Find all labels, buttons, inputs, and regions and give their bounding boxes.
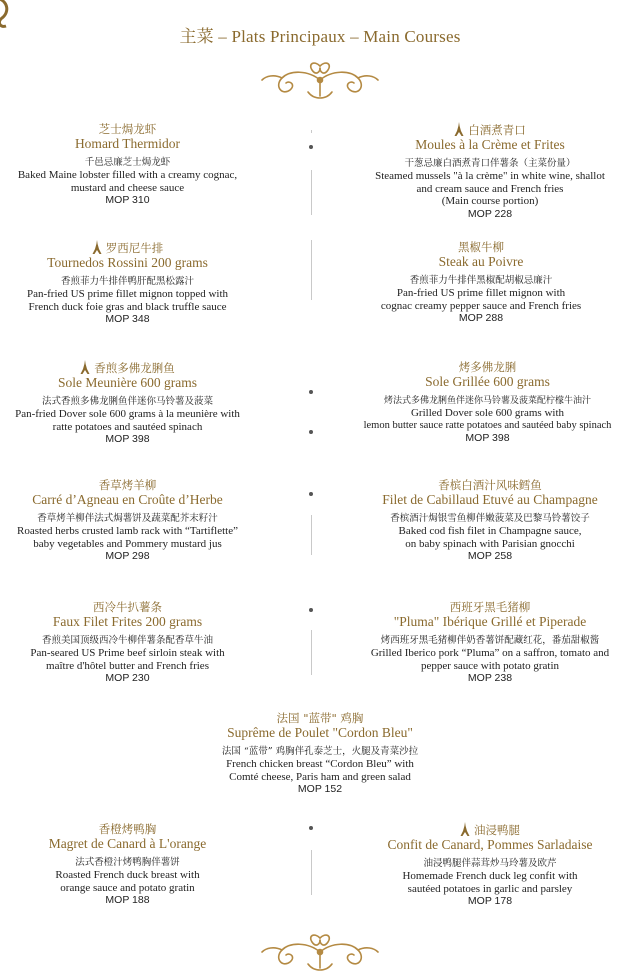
dish-english-description-line: French chicken breast “Cordon Bleu” with xyxy=(226,758,414,770)
dish-chinese-description: 香煎菲力牛排伴鸭肝配黑松露汁 xyxy=(60,276,194,287)
dish-english-description-line: cognac creamy pepper sauce and French fries xyxy=(380,299,582,312)
eiffel-tower-icon xyxy=(454,122,464,136)
dish-price: MOP 288 xyxy=(458,312,504,324)
dish-chinese-description: 千邑忌廉芝士焗龙虾 xyxy=(84,157,171,168)
dish-english-description-line: Grilled Dover sole 600 grams with xyxy=(410,407,565,419)
menu-item-cordon-bleu xyxy=(170,711,470,796)
divider-dot xyxy=(309,145,313,149)
dish-english-description-line: orange sauce and potato gratin xyxy=(60,881,195,894)
dish-price: MOP 398 xyxy=(465,432,510,444)
column-divider xyxy=(311,130,312,133)
menu-item-sole-grillee xyxy=(335,360,640,445)
dish-english-description-line: Pan-fried US prime fillet mignon topped with xyxy=(26,288,229,300)
menu-item-homard-thermidor xyxy=(0,122,255,207)
dish-english-description-line: Grilled Iberico pork “Pluma” on a saffron, tomato and xyxy=(370,647,610,659)
menu-item-sole-meuniere xyxy=(0,360,265,446)
dish-chinese-description: 法国 “蓝带” 鸡胸伴孔泰芝士，火腿及青菜沙拉 xyxy=(221,746,419,757)
dish-chinese-description: 香煎菲力牛排伴黑椒配胡椒忌廉汁 xyxy=(409,275,553,286)
dish-chinese-description: 烤法式多佛龙脷鱼伴迷你马铃薯及菠菜配柠檬牛油汁 xyxy=(383,396,591,406)
dish-chinese-name: 法国 "蓝带" 鸡胸 xyxy=(276,711,364,725)
dish-chinese-name: 罗西尼牛排 xyxy=(105,241,164,255)
menu-item-steak-au-poivre xyxy=(352,240,610,325)
dish-price: MOP 348 xyxy=(105,313,150,325)
dish-english-description-line: Roasted French duck breast with xyxy=(55,869,200,881)
dish-english-description-line: Comté cheese, Paris ham and green salad xyxy=(229,770,411,783)
menu-item-moules-creme xyxy=(340,122,640,221)
divider-dot xyxy=(309,608,313,612)
dish-chinese-name: 香煎多佛龙脷鱼 xyxy=(94,361,175,375)
page-title: 主菜 – Plats Principaux – Main Courses xyxy=(179,27,461,46)
dish-price: MOP 310 xyxy=(105,194,150,206)
dish-price: MOP 152 xyxy=(297,783,343,795)
dish-price: MOP 258 xyxy=(467,550,513,562)
dish-french-name: Sole Grillée 600 grams xyxy=(425,374,550,389)
dish-english-description-line: Pan-fried Dover sole 600 grams à la meunière with xyxy=(15,408,240,420)
dish-chinese-name: 香槟白酒汁风味鳕鱼 xyxy=(438,478,542,492)
bottom-scroll-ornament xyxy=(260,930,380,976)
dish-french-name: Suprême de Poulet "Cordon Bleu" xyxy=(227,725,413,740)
dish-chinese-name: 西冷牛扒薯条 xyxy=(93,600,162,614)
dish-price: MOP 398 xyxy=(105,433,150,445)
dish-price: MOP 178 xyxy=(467,895,513,907)
dish-chinese-description: 香煎美国顶级西冷牛柳伴薯条配香草牛油 xyxy=(41,635,213,646)
eiffel-tower-icon xyxy=(460,822,470,836)
dish-english-description-line: ratte potatoes and sautéed spinach xyxy=(52,420,203,433)
dish-english-description-line: Pan-fried US prime fillet mignon with xyxy=(396,287,566,299)
dish-french-name: Moules à la Crème et Frites xyxy=(415,137,565,152)
dish-english-description-line: and cream sauce and French fries xyxy=(416,182,564,195)
eiffel-tower-icon xyxy=(80,360,90,374)
column-divider xyxy=(311,240,312,300)
dish-english-description-line: Roasted herbs crusted lamb rack with “Tartiflette” xyxy=(17,525,238,537)
eiffel-tower-icon xyxy=(92,240,102,254)
dish-chinese-description: 法式香煎多佛龙脷鱼伴迷你马铃薯及菠菜 xyxy=(41,396,213,407)
menu-item-magret-canard xyxy=(0,822,255,907)
dish-english-description-line: maître d'hôtel butter and French fries xyxy=(46,659,209,672)
dish-english-description-line: lemon butter sauce ratte potatoes and sautéed baby spinach xyxy=(363,419,612,431)
dish-price: MOP 228 xyxy=(467,207,513,220)
top-scroll-ornament xyxy=(260,58,380,104)
column-divider xyxy=(311,850,312,895)
dish-french-name: Sole Meunière 600 grams xyxy=(57,375,198,390)
dish-chinese-description: 干葱忌廉白酒煮青口伴薯条（主菜份量） xyxy=(404,158,576,169)
dish-english-description-line: on baby spinach with Parisian gnocchi xyxy=(405,537,575,550)
menu-item-faux-filet xyxy=(0,600,255,685)
dish-price: MOP 238 xyxy=(467,672,513,684)
column-divider xyxy=(311,630,312,675)
column-divider xyxy=(311,515,312,555)
dish-english-description-line: Steamed mussels "à la crème" in white wine, shallot xyxy=(375,170,605,182)
dish-chinese-description: 香槟酒汁焗银雪鱼柳伴嫩菠菜及巴黎马铃薯饺子 xyxy=(390,513,590,524)
divider-dot xyxy=(309,390,313,394)
dish-french-name: Filet de Cabillaud Etuvé au Champagne xyxy=(382,492,598,507)
dish-french-name: Magret de Canard à L'orange xyxy=(48,836,207,851)
dish-french-name: "Pluma" Ibérique Grillé et Piperade xyxy=(393,614,587,629)
menu-item-carre-agneau xyxy=(0,478,265,563)
dish-chinese-name: 芝士焗龙虾 xyxy=(98,122,157,136)
menu-item-pluma-iberique xyxy=(340,600,640,685)
dish-chinese-name: 油浸鸭腿 xyxy=(474,823,520,837)
dish-chinese-name: 白酒煮青口 xyxy=(468,123,526,137)
dish-english-description-line: sautéed potatoes in garlic and parsley xyxy=(407,882,573,895)
dish-english-description-line: Homemade French duck leg confit with xyxy=(402,870,578,882)
dish-english-description-line: (Main course portion) xyxy=(441,195,539,207)
dish-english-description-line: pepper sauce with potato gratin xyxy=(420,659,560,672)
dish-chinese-description: 香草烤羊柳伴法式焗薯饼及蔬菜配芥末籽汁 xyxy=(37,513,218,524)
dish-english-description-line: Baked cod fish filet in Champagne sauce, xyxy=(398,525,582,537)
dish-chinese-description: 法式香橙汁烤鸭胸伴薯饼 xyxy=(75,857,180,868)
dish-french-name: Homard Thermidor xyxy=(74,136,181,151)
dish-chinese-description: 烤西班牙黑毛猪柳伴奶香薯饼配藏红花，番茄甜椒酱 xyxy=(380,635,600,646)
divider-dot xyxy=(309,492,313,496)
dish-english-description-line: French duck foie gras and black truffle sauce xyxy=(28,300,227,313)
dish-chinese-name: 黑椒牛柳 xyxy=(458,240,504,254)
dish-french-name: Tournedos Rossini 200 grams xyxy=(47,255,208,270)
column-divider xyxy=(311,170,312,215)
menu-item-tournedos-rossini xyxy=(0,240,255,326)
dish-chinese-name: 香草烤羊柳 xyxy=(98,478,157,492)
divider-dot xyxy=(309,430,313,434)
dish-price: MOP 188 xyxy=(105,894,150,906)
dish-chinese-name: 香橙烤鸭胸 xyxy=(98,822,157,836)
dish-price: MOP 298 xyxy=(105,550,150,562)
dish-chinese-description: 油浸鸭腿伴蒜茸炒马玲薯及欧芹 xyxy=(423,858,557,869)
dish-english-description-line: Baked Maine lobster filled with a creamy cognac, xyxy=(17,169,238,181)
menu-item-confit-canard xyxy=(340,822,640,908)
dish-french-name: Steak au Poivre xyxy=(438,254,524,269)
dish-chinese-name: 西班牙黑毛猪柳 xyxy=(449,600,531,614)
dish-french-name: Faux Filet Frites 200 grams xyxy=(52,614,203,629)
menu-item-cabillaud xyxy=(340,478,640,563)
dish-french-name: Carré d’Agneau en Croûte d’Herbe xyxy=(32,492,223,507)
dish-price: MOP 230 xyxy=(105,672,150,684)
dish-english-description-line: mustard and cheese sauce xyxy=(70,181,185,194)
dish-french-name: Confit de Canard, Pommes Sarladaise xyxy=(387,837,593,852)
dish-english-description-line: Pan-seared US Prime beef sirloin steak with xyxy=(30,647,225,659)
dish-chinese-name: 烤多佛龙脷 xyxy=(458,360,517,374)
divider-dot xyxy=(309,826,313,830)
dish-english-description-line: baby vegetables and Pommery mustard jus xyxy=(33,537,222,550)
